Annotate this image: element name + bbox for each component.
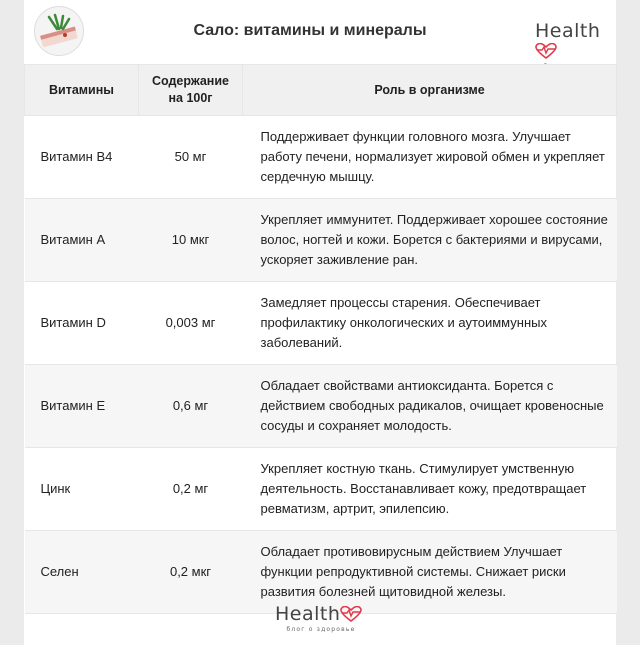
column-header-content: [139, 65, 243, 116]
vitamin-role: Обладает противовирусным действием Улучшает функции репродуктивной системы. Снижает риски развития болезней щитовидной железы.: [243, 531, 617, 614]
vitamin-role: Поддерживает функции головного мозга. Улучшает работу печени, нормализует жировой обмен и укрепляет сердечную мышцу.: [243, 116, 617, 199]
heart-icon: [340, 606, 362, 626]
column-header-role: Роль в организме: [243, 65, 617, 116]
vitamin-name: Витамин Е: [25, 365, 139, 448]
vitamin-amount: 10 мкг: [139, 199, 243, 282]
vitamin-role: Обладает свойствами антиоксиданта. Борется с действием свободных радикалов, очищает кровеносные сосуды и сохраняет молодость.: [243, 365, 617, 448]
vitamin-name: Витамин D: [25, 282, 139, 365]
table-row: [25, 531, 617, 614]
table-row: [25, 199, 617, 282]
healthok-logo: [535, 20, 621, 70]
logo-word: Health: [535, 20, 601, 42]
table-row: [25, 365, 617, 448]
vitamin-amount: 50 мг: [139, 116, 243, 199]
footer-logo-word: Health: [275, 603, 341, 625]
vitamin-amount: 0,2 мг: [139, 448, 243, 531]
vitamin-name: Цинк: [25, 448, 139, 531]
vitamin-role: Укрепляет костную ткань. Стимулирует умственную деятельность. Восстанавливает кожу, предотвращает ревматизм, артрит, эпилепсию.: [243, 448, 617, 531]
column-header-vitamins: Витамины: [25, 65, 139, 116]
vitamin-name: Селен: [25, 531, 139, 614]
page-title: Сало: витамины и минералы: [193, 22, 427, 39]
salo-image: [34, 6, 84, 56]
footer-logo-tagline: блог о здоровье: [286, 625, 356, 633]
vitamins-table: [24, 64, 617, 614]
footer-logo: [275, 603, 367, 633]
table-row: [25, 448, 617, 531]
vitamin-name: Витамин В4: [25, 116, 139, 199]
vitamin-name: Витамин А: [25, 199, 139, 282]
table-row: [25, 282, 617, 365]
vitamin-role: Укрепляет иммунитет. Поддерживает хорошее состояние волос, ногтей и кожи. Борется с бактериями и вирусами, ускоряет заживление ран.: [243, 199, 617, 282]
heart-icon: [535, 43, 557, 63]
vitamin-amount: 0,003 мг: [139, 282, 243, 365]
vitamin-role: Замедляет процессы старения. Обеспечивает профилактику онкологических и аутоиммунных заболеваний.: [243, 282, 617, 365]
table-header-row: [25, 65, 617, 116]
vitamin-amount: 0,2 мкг: [139, 531, 243, 614]
column-header-content-text: Содержание на 100г: [151, 74, 229, 105]
vitamin-amount: 0,6 мг: [139, 365, 243, 448]
table-row: [25, 116, 617, 199]
